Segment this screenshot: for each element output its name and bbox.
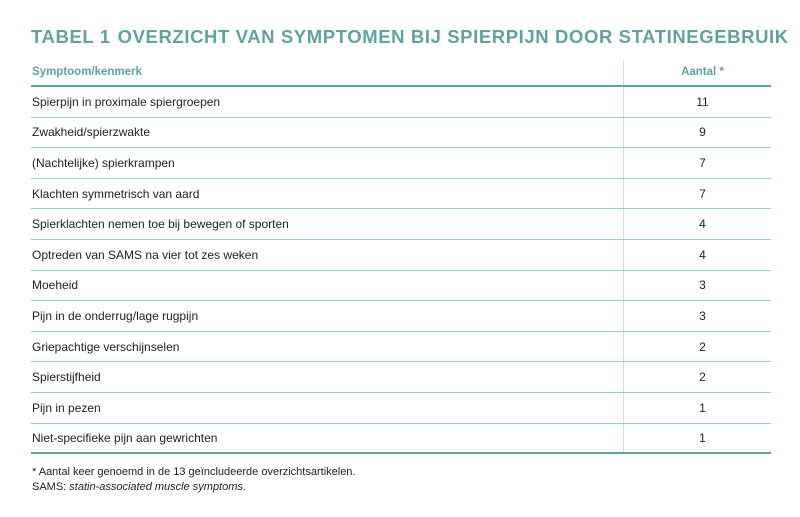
symptom-cell: Spierstijfheid (32, 370, 101, 385)
symptom-cell: Niet-specifieke pijn aan gewrichten (32, 430, 218, 445)
count-cell: 2 (623, 362, 771, 392)
header-count: Aantal * (623, 61, 771, 85)
header-symptom: Symptoom/kenmerk (32, 66, 142, 78)
table-row (31, 87, 771, 118)
count-cell: 7 (623, 148, 771, 178)
table-row (31, 179, 771, 210)
table-title (31, 26, 789, 48)
count-cell: 11 (623, 87, 771, 117)
count-cell: 3 (623, 271, 771, 301)
table-row (31, 332, 771, 363)
footnote-abbreviation-expansion: statin-associated muscle symptoms. (69, 481, 246, 493)
count-cell: 3 (623, 301, 771, 331)
table-row (31, 301, 771, 332)
footnote-count: * Aantal keer genoemd in de 13 geïncludeerde overzichtsartikelen. (32, 466, 356, 478)
table-header-row (31, 61, 771, 87)
count-cell: 7 (623, 179, 771, 209)
count-cell: 2 (623, 332, 771, 362)
count-cell: 1 (623, 424, 771, 453)
table-row (31, 271, 771, 302)
symptom-cell: Spierklachten nemen toe bij bewegen of sporten (32, 217, 289, 232)
footnote-abbreviation-term: SAMS: (32, 481, 70, 493)
count-cell: 1 (623, 393, 771, 423)
table-row (31, 240, 771, 271)
symptom-cell: Pijn in pezen (32, 400, 101, 415)
count-cell: 4 (623, 240, 771, 270)
count-cell: 4 (623, 209, 771, 239)
table-row (31, 209, 771, 240)
footnote-abbreviation (32, 480, 356, 495)
table-row (31, 118, 771, 149)
table-row (31, 393, 771, 424)
table-caption: OVERZICHT VAN SYMPTOMEN BIJ SPIERPIJN DOOR STATINEGEBRUIK (117, 26, 789, 47)
table-row (31, 148, 771, 179)
symptom-cell: Pijn in de onderrug/lage rugpijn (32, 308, 199, 323)
table-number: TABEL 1 (31, 26, 111, 47)
symptom-cell: Klachten symmetrisch van aard (32, 186, 200, 201)
symptom-cell: (Nachtelijke) spierkrampen (32, 155, 175, 170)
symptoms-table (31, 61, 771, 454)
symptom-cell: Optreden van SAMS na vier tot zes weken (32, 247, 259, 262)
symptom-cell: Moeheid (32, 278, 79, 293)
table-row (31, 424, 771, 455)
symptom-cell: Zwakheid/spierzwakte (32, 125, 151, 140)
symptom-cell: Spierpijn in proximale spiergroepen (32, 94, 221, 109)
table-row (31, 362, 771, 393)
count-cell: 9 (623, 118, 771, 148)
symptom-cell: Griepachtige verschijnselen (32, 339, 180, 354)
footnotes (32, 465, 356, 495)
